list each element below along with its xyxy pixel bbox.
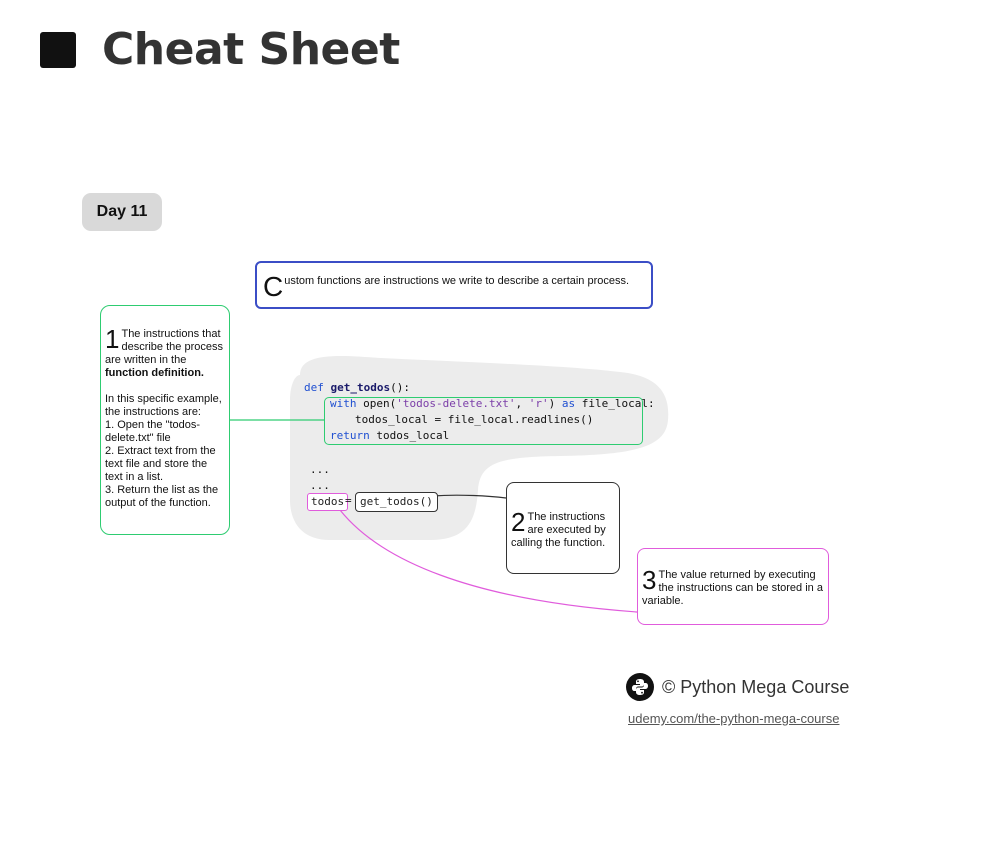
code-return-keyword: return [330,429,370,442]
note-1-number: 1 [105,324,120,354]
code-line-return [330,429,449,442]
intro-text: ustom functions are instructions we write to describe a certain process. [284,275,630,287]
code-line-with [330,397,655,410]
code-def-keyword: def [304,381,324,394]
code-line-def [304,381,410,394]
code-file-var: file_local: [581,397,655,410]
code-with-keyword: with [330,397,357,410]
note-2-number: 2 [511,507,526,537]
code-ellipsis: ... [310,479,330,492]
note-2-text: The instructions are executed by calling the function. [511,511,606,549]
note-3 [637,548,829,625]
note-3-text: The value returned by executing the instructions can be stored in a variable. [642,569,823,607]
note-2 [506,482,620,574]
footer-course-link[interactable]: udemy.com/the-python-mega-course [628,711,840,726]
function-call: get_todos() [355,492,438,512]
note-1-step: 1. Open the "todos-delete.txt" file [105,419,201,444]
code-def-tail: (): [390,381,410,394]
code-open-arg1: 'todos-delete.txt' [396,397,516,410]
note-1-step: 3. Return the list as the output of the function. [105,484,219,509]
code-function-name: get_todos [330,381,391,394]
intro-note [255,261,653,309]
code-return-value: todos_local [376,429,450,442]
note-3-number: 3 [642,565,657,595]
footer-course-name: © Python Mega Course [662,676,850,697]
intro-initial: C [263,271,284,302]
day-badge: Day 11 [82,193,162,231]
page-title: Cheat Sheet [102,24,400,75]
code-open-arg2: 'r' [528,397,549,410]
code-open-fn: open( [363,397,397,410]
code-open-close: ) [548,397,556,410]
note-1-bold: function definition. [105,367,204,379]
code-as-keyword: as [561,397,576,410]
todos-variable: todos [307,493,348,511]
note-1-lead: The instructions that describe the process are written in the [105,328,223,366]
note-1-example-intro: In this specific example, the instructions are: [105,393,222,418]
code-ellipsis: ... [310,463,330,476]
note-1-step: 2. Extract text from the text file and store the text in a list. [105,445,216,483]
footer [626,673,849,726]
code-open-sep: , [515,397,529,410]
code-equals: = [345,494,352,507]
note-1 [100,305,230,535]
code-line-readlines: todos_local = file_local.readlines() [355,413,594,426]
python-logo-icon [626,673,654,701]
